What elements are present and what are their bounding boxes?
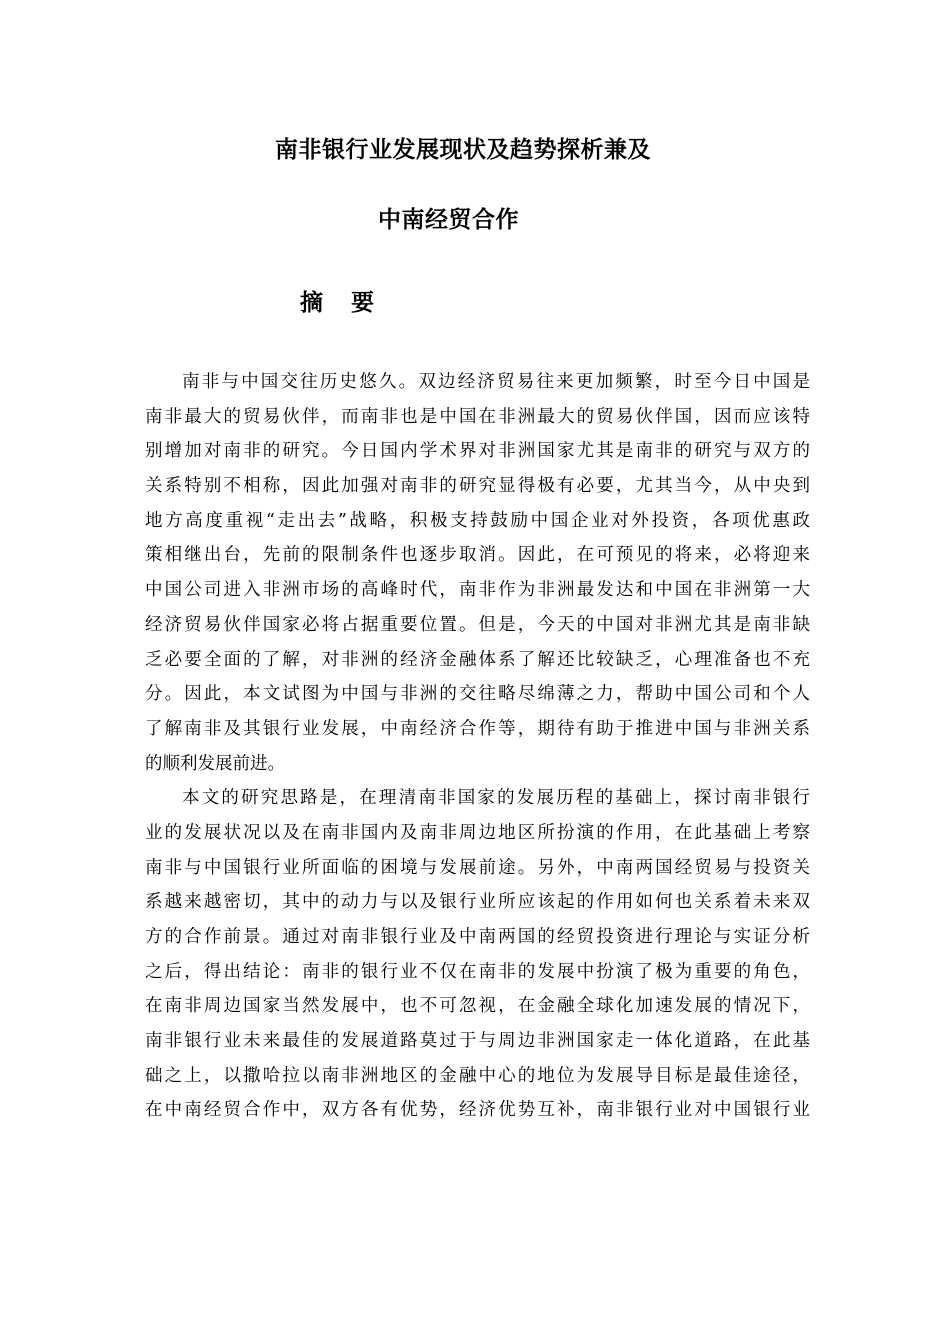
document-title-line-1: 南非银行业发展现状及趋势探析兼及 bbox=[275, 137, 651, 163]
text-line: 南非与中国交往历史悠久。双边经济贸易往来更加频繁，时至今日中国是 bbox=[182, 372, 810, 392]
text-line: 在中南经贸合作中，双方各有优势，经济优势互补，南非银行业对中国银行业 bbox=[145, 1100, 810, 1121]
text-line: 方的合作前景。通过对南非银行业及中南两国的经贸投资进行理论与实证分析 bbox=[145, 927, 810, 947]
text-line: 别增加对南非的研究。今日国内学术界对非洲国家尤其是南非的研究与双方的 bbox=[145, 441, 810, 462]
text-line: 之后，得出结论：南非的银行业不仅在南非的发展中扮演了极为重要的角色， bbox=[145, 961, 810, 982]
text-line: 的顺利发展前进。 bbox=[145, 753, 285, 774]
text-line: 在南非周边国家当然发展中，也不可忽视，在金融全球化加速发展的情况下， bbox=[145, 996, 810, 1017]
text-line: 南非银行业未来最佳的发展道路莫过于与周边非洲国家走一体化道路，在此基 bbox=[145, 1031, 810, 1052]
text-line: 本文的研究思路是，在理清南非国家的发展历程的基础上，探讨南非银行 bbox=[182, 788, 810, 809]
text-line: 系越来越密切，其中的动力与以及银行业所应该起的作用如何也关系着未来双 bbox=[145, 892, 810, 913]
abstract-body bbox=[145, 365, 810, 1128]
text-line: 策相继出台，先前的限制条件也逐步取消。因此，在可预见的将来，必将迎来 bbox=[145, 545, 810, 566]
text-line: 中国公司进入非洲市场的高峰时代，南非作为非洲最发达和中国在非洲第一大 bbox=[145, 580, 810, 601]
document-title-line-2: 中南经贸合作 bbox=[378, 207, 519, 233]
abstract-heading: 摘要 bbox=[300, 290, 402, 316]
text-line: 乏必要全面的了解，对非洲的经济金融体系了解还比较缺乏，心理准备也不充 bbox=[145, 649, 810, 670]
text-line: 分。因此，本文试图为中国与非洲的交往略尽绵薄之力，帮助中国公司和个人 bbox=[145, 684, 810, 705]
text-line: 关系特别不相称，因此加强对南非的研究显得极有必要，尤其当今，从中央到 bbox=[145, 476, 810, 497]
text-line: 业的发展状况以及在南非国内及南非周边地区所扮演的作用，在此基础上考察 bbox=[145, 822, 810, 843]
text-line: 础之上，以撒哈拉以南非洲地区的金融中心的地位为发展导目标是最佳途径， bbox=[145, 1065, 810, 1086]
text-line: 南非与中国银行业所面临的困境与发展前途。另外，中南两国经贸易与投资关 bbox=[145, 857, 810, 878]
text-line: 南非最大的贸易伙伴，而南非也是中国在非洲最大的贸易伙伴国，因而应该特 bbox=[145, 406, 810, 427]
text-line: 地方高度重视“走出去”战略，积极支持鼓励中国企业对外投资，各项优惠政 bbox=[145, 510, 810, 531]
text-line: 了解南非及其银行业发展，中南经济合作等，期待有助于推进中国与非洲关系 bbox=[145, 718, 810, 739]
text-line: 经济贸易伙伴国家必将占据重要位置。但是，今天的中国对非洲尤其是南非缺 bbox=[145, 614, 810, 635]
